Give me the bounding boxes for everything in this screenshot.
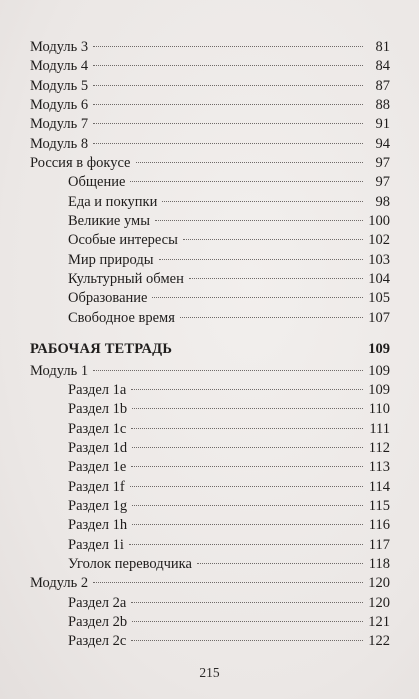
- entry-page-number: 110: [368, 401, 390, 418]
- entry-title: Раздел 2c: [68, 633, 127, 650]
- toc-subentry: [30, 420, 390, 439]
- toc-subentry: [30, 400, 390, 419]
- leader-dots: [93, 142, 363, 144]
- toc-entry: [30, 38, 390, 57]
- entry-title: Образование: [68, 290, 148, 307]
- toc-section-heading: [30, 340, 390, 359]
- leader-dots: [155, 219, 363, 221]
- entry-page-number: 97: [375, 174, 390, 191]
- toc-entry: [30, 154, 390, 173]
- entry-title: Модуль 3: [30, 39, 89, 55]
- leader-dots: [130, 485, 363, 487]
- entry-page-number: 103: [368, 251, 390, 268]
- toc-subentry: [30, 289, 390, 308]
- entry-title: Модуль 4: [30, 58, 89, 75]
- entry-page-number: 109: [368, 362, 390, 379]
- toc-entry: [30, 96, 390, 115]
- entry-page-number: 98: [375, 193, 390, 210]
- leader-dots: [93, 369, 363, 371]
- entry-page-number: 122: [368, 633, 390, 650]
- entry-page-number: 117: [368, 536, 390, 553]
- leader-dots: [129, 543, 363, 545]
- leader-dots: [93, 122, 363, 124]
- entry-page-number: 109: [368, 381, 390, 398]
- toc-entry: [30, 57, 390, 76]
- entry-page-number: 120: [368, 594, 390, 611]
- entry-title: Модуль 2: [30, 575, 89, 592]
- toc-subentry: [30, 193, 390, 212]
- toc-subentry: [30, 270, 390, 289]
- entry-title: Раздел 2a: [68, 594, 127, 611]
- table-of-contents: [30, 38, 390, 652]
- entry-title: Раздел 1h: [68, 517, 128, 534]
- entry-title: Модуль 6: [30, 97, 89, 114]
- leader-dots: [132, 504, 363, 506]
- entry-title: Модуль 7: [30, 116, 89, 133]
- leader-dots: [93, 64, 363, 66]
- entry-page-number: 113: [368, 459, 390, 476]
- toc-subentry: [30, 251, 390, 270]
- entry-page-number: 87: [375, 77, 390, 94]
- entry-title: Модуль 8: [30, 135, 89, 152]
- toc-entry: [30, 115, 390, 134]
- toc-subentry: [30, 555, 390, 574]
- entry-title: Раздел 1e: [68, 459, 127, 476]
- leader-dots: [131, 601, 363, 603]
- toc-list-workbook: [30, 362, 390, 652]
- leader-dots: [189, 277, 363, 279]
- entry-page-number: 120: [368, 575, 390, 592]
- leader-dots: [93, 45, 363, 47]
- entry-title: Раздел 1f: [68, 478, 125, 495]
- leader-dots: [136, 161, 364, 163]
- entry-page-number: 105: [368, 290, 390, 307]
- leader-dots: [132, 620, 363, 622]
- toc-subentry: [30, 632, 390, 651]
- entry-page-number: 115: [368, 497, 390, 514]
- entry-page-number: 111: [369, 420, 390, 437]
- leader-dots: [152, 296, 363, 298]
- leader-dots: [93, 103, 363, 105]
- entry-page-number: 84: [375, 58, 390, 75]
- toc-subentry: [30, 458, 390, 477]
- entry-page-number: 81: [375, 39, 390, 55]
- entry-title: Раздел 1i: [68, 536, 124, 553]
- entry-page-number: 102: [368, 232, 390, 249]
- entry-title: Мир природы: [68, 251, 154, 268]
- toc-entry: [30, 135, 390, 154]
- toc-list-student-book: [30, 38, 390, 328]
- toc-subentry: [30, 497, 390, 516]
- leader-dots: [131, 427, 363, 429]
- toc-entry: [30, 362, 390, 381]
- leader-dots: [180, 316, 363, 318]
- leader-dots: [93, 84, 363, 86]
- toc-subentry: [30, 439, 390, 458]
- entry-page-number: 97: [375, 155, 390, 172]
- toc-subentry: [30, 231, 390, 250]
- entry-page-number: 116: [368, 517, 390, 534]
- toc-subentry: [30, 381, 390, 400]
- leader-dots: [197, 562, 363, 564]
- leader-dots: [183, 238, 363, 240]
- entry-page-number: 91: [375, 116, 390, 133]
- entry-title: Россия в фокусе: [30, 155, 131, 172]
- entry-title: Модуль 1: [30, 362, 89, 379]
- entry-title: Раздел 1d: [68, 439, 128, 456]
- leader-dots: [132, 523, 363, 525]
- leader-dots: [130, 180, 363, 182]
- entry-title: Раздел 1a: [68, 381, 127, 398]
- entry-title: Раздел 1b: [68, 401, 128, 418]
- toc-subentry: [30, 613, 390, 632]
- entry-page-number: 88: [375, 97, 390, 114]
- leader-dots: [131, 388, 363, 390]
- entry-title: Еда и покупки: [68, 193, 158, 210]
- toc-subentry: [30, 594, 390, 613]
- entry-page-number: 94: [375, 135, 390, 152]
- toc-subentry: [30, 478, 390, 497]
- entry-page-number: 121: [368, 613, 390, 630]
- entry-title: Модуль 5: [30, 77, 89, 94]
- toc-subentry: [30, 173, 390, 192]
- leader-dots: [93, 581, 363, 583]
- leader-dots: [132, 407, 363, 409]
- section-page-number: 109: [368, 341, 390, 358]
- entry-title: Раздел 1c: [68, 420, 127, 437]
- entry-title: Великие умы: [68, 213, 150, 230]
- leader-dots: [162, 200, 363, 202]
- toc-subentry: [30, 212, 390, 231]
- entry-title: Общение: [68, 174, 126, 191]
- entry-page-number: 112: [368, 439, 390, 456]
- leader-dots: [131, 639, 363, 641]
- entry-title: Культурный обмен: [68, 271, 184, 288]
- entry-title: Свободное время: [68, 309, 175, 326]
- entry-title: Особые интересы: [68, 232, 178, 249]
- entry-title: Раздел 1g: [68, 497, 128, 514]
- entry-page-number: 114: [368, 478, 390, 495]
- leader-dots: [159, 258, 364, 260]
- leader-dots: [177, 348, 363, 349]
- toc-subentry: [30, 516, 390, 535]
- entry-title: Уголок переводчика: [68, 555, 192, 572]
- entry-page-number: 118: [368, 555, 390, 572]
- toc-entry: [30, 574, 390, 593]
- toc-subentry: [30, 309, 390, 328]
- entry-title: Раздел 2b: [68, 613, 128, 630]
- entry-page-number: 100: [368, 213, 390, 230]
- entry-page-number: 104: [368, 271, 390, 288]
- leader-dots: [131, 465, 363, 467]
- toc-entry: [30, 77, 390, 96]
- page-number: 215: [199, 665, 220, 680]
- section-title: РАБОЧАЯ ТЕТРАДЬ: [30, 341, 173, 358]
- toc-subentry: [30, 536, 390, 555]
- entry-page-number: 107: [368, 309, 390, 326]
- leader-dots: [132, 446, 363, 448]
